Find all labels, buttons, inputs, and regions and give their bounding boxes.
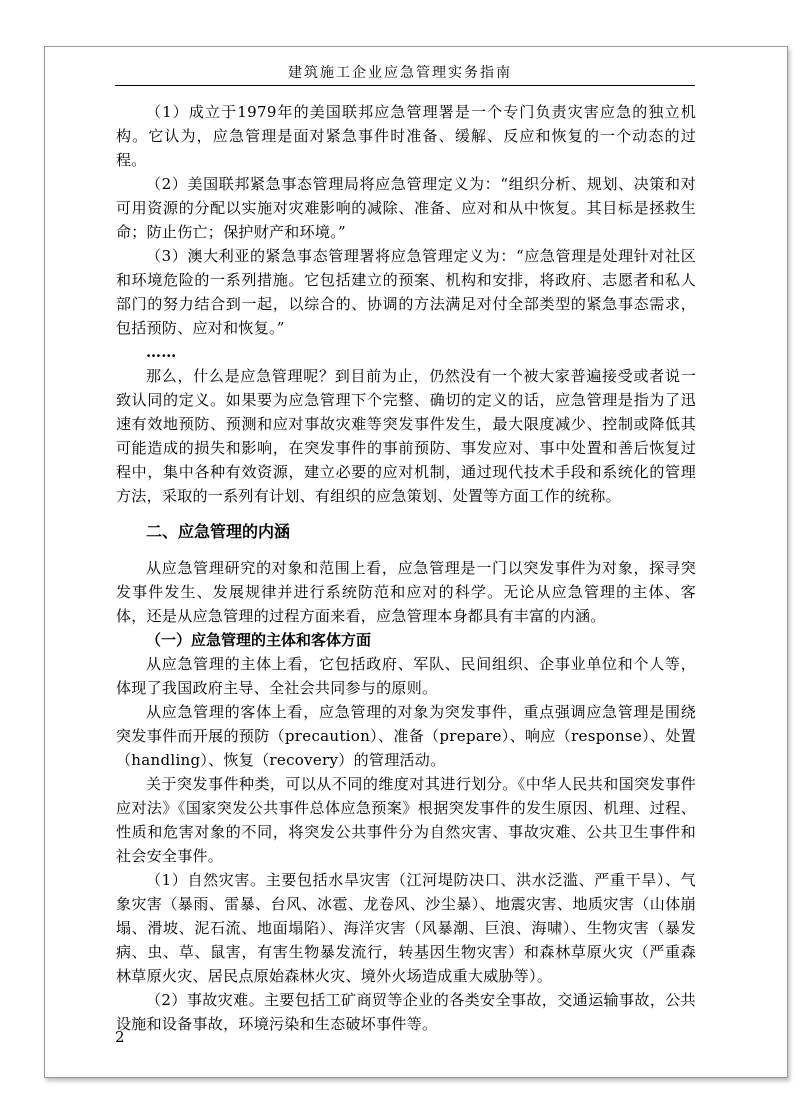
page-number: 2 <box>115 1028 125 1046</box>
subject-paragraph: 从应急管理的主体上看，它包括政府、军队、民间组织、企事业单位和个人等，体现了我国政府主导、全社会共同参与的原则。 <box>116 655 696 697</box>
definition-paragraph-2: （2）美国联邦紧急事态管理局将应急管理定义为：“组织分析、规划、决策和对可用资源的分配以实施对灾难影响的减除、准备、应对和从中恢复。其目标是拯救生命；防止伤亡；保护财产和环境。” <box>116 175 696 241</box>
section-intro-paragraph: 从应急管理研究的对象和范围上看，应急管理是一门以突发事件为对象，探寻突发事件发生、发展规律并进行系统防范和应对的科学。无论从应急管理的主体、客体，还是从应急管理的过程方面来看，应急管理本身都具有丰富的内涵。 <box>116 559 696 625</box>
running-header: 建筑施工企业应急管理实务指南 <box>288 65 512 81</box>
definition-paragraph-1: （1）成立于1979年的美国联邦应急管理署是一个专门负责灾害应急的独立机构。它认为，应急管理是面对紧急事件时准备、缓解、反应和恢复的一个动态的过程。 <box>116 103 696 169</box>
header-rule <box>115 85 695 86</box>
definition-paragraph-3: （3）澳大利亚的紧急事态管理署将应急管理定义为：“应急管理是处理针对社区和环境危险的一系列措施。它包括建立的预案、机构和安排，将政府、志愿者和私人部门的努力结合到一起，以综合的、协调的方法满足对付全部类型的紧急事态需求，包括预防、应对和恢复。” <box>116 247 696 337</box>
event-types-paragraph: 关于突发事件种类，可以从不同的维度对其进行划分。《中华人民共和国突发事件应对法》《国家突发公共事件总体应急预案》根据突发事件的发生原因、机理、过程、性质和危害对象的不同，将突发公共事件分为自然灾害、事故灾难、公共卫生事件和社会安全事件。 <box>116 775 696 865</box>
accident-disasters-paragraph: （2）事故灾难。主要包括工矿商贸等企业的各类安全事故，交通运输事故，公共设施和设备事故，环境污染和生态破坏事件等。 <box>116 991 696 1033</box>
summary-paragraph: 那么，什么是应急管理呢？到目前为止，仍然没有一个被大家普遍接受或者说一致认同的定义。如果要为应急管理下个完整、确切的定义的话，应急管理是指为了迅速有效地预防、预测和应对事故灾难等突发事件发生，最大限度减少、控制或降低其可能造成的损失和影响，在突发事件的事前预防、事发应对、事中处置和善后恢复过程中，集中各种有效资源，建立必要的应对机制，通过现代技术手段和系统化的管理方法，采取的一系列有计划、有组织的应急策划、处置等方面工作的统称。 <box>116 367 696 505</box>
ellipsis: …… <box>146 343 177 361</box>
page-body <box>116 100 696 1036</box>
subsection-heading: （一）应急管理的主体和客体方面 <box>146 631 372 649</box>
section-heading: 二、应急管理的内涵 <box>146 522 291 541</box>
object-paragraph: 从应急管理的客体上看，应急管理的对象为突发事件，重点强调应急管理是围绕突发事件而开展的预防（precaution）、准备（prepare）、响应（response）、处置（handling）、恢复（recovery）的管理活动。 <box>116 703 696 769</box>
natural-disasters-paragraph: （1）自然灾害。主要包括水旱灾害（江河堤防决口、洪水泛滥、严重干旱）、气象灾害（暴雨、雷暴、台风、冰雹、龙卷风、沙尘暴）、地震灾害、地质灾害（山体崩塌、滑坡、泥石流、地面塌陷）、海洋灾害（风暴潮、巨浪、海啸）、生物灾害（暴发病、虫、草、鼠害，有害生物暴发流行，转基因生物灾害）和森林草原火灾（严重森林草原火灾、居民点原始森林火灾、境外火场造成重大威胁等）。 <box>116 871 696 985</box>
